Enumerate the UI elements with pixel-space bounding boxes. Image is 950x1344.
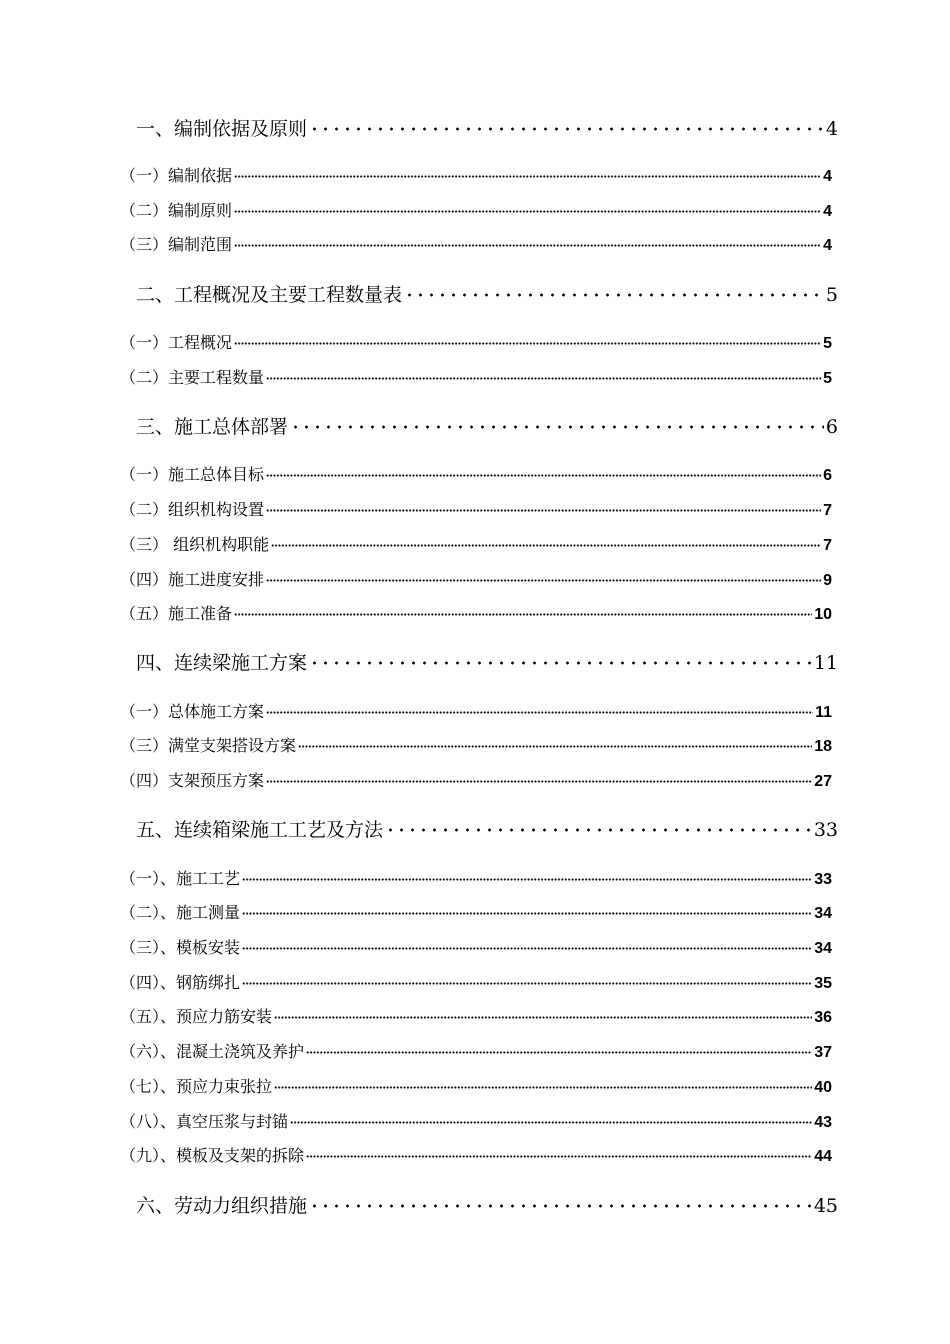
toc-page-number: 11 xyxy=(815,704,832,721)
toc-entry-title: （八）、真空压浆与封锚 xyxy=(120,1112,289,1131)
toc-dot-leader xyxy=(266,367,821,383)
toc-entry-title: （四）、钢筋绑扎 xyxy=(120,973,241,992)
toc-entry[interactable] xyxy=(120,1074,832,1096)
toc-entry[interactable] xyxy=(120,935,832,957)
toc-page-number: 6 xyxy=(823,467,832,484)
toc-entry-title: 四、连续梁施工方案 xyxy=(136,652,308,674)
toc-page-number: 34 xyxy=(814,905,832,922)
toc-page-number: 27 xyxy=(814,773,832,790)
toc-page-number: 5 xyxy=(823,370,832,387)
toc-dot-leader xyxy=(290,1111,812,1127)
toc-heading[interactable] xyxy=(136,280,838,306)
toc-entry[interactable] xyxy=(120,497,832,519)
toc-dot-leader xyxy=(266,464,821,480)
toc-entry-title: （四）施工进度安排 xyxy=(120,570,265,589)
toc-entry-title: （九）、模板及支架的拆除 xyxy=(120,1146,305,1165)
toc-dot-leader xyxy=(404,281,824,301)
toc-entry-title: （三）满堂支架搭设方案 xyxy=(120,736,297,755)
toc-page-number: 5 xyxy=(823,335,832,352)
toc-page-number: 10 xyxy=(814,606,832,623)
toc-page-number: 18 xyxy=(814,738,832,755)
toc-entry[interactable] xyxy=(120,1109,832,1131)
toc-dot-leader xyxy=(274,1006,812,1022)
toc-page-number: 4 xyxy=(825,118,838,140)
toc-page-number: 33 xyxy=(813,819,838,841)
toc-entry-title: （三） 组织机构职能 xyxy=(120,535,270,554)
toc-page-number: 44 xyxy=(814,1148,832,1165)
toc-dot-leader xyxy=(234,165,821,181)
toc-dot-leader xyxy=(242,902,812,918)
toc-entry[interactable] xyxy=(120,1143,832,1165)
toc-heading[interactable] xyxy=(136,412,838,438)
toc-entry[interactable] xyxy=(120,330,832,352)
toc-page-number: 4 xyxy=(823,237,832,254)
toc-dot-leader xyxy=(274,1076,812,1092)
toc-entry[interactable] xyxy=(120,699,832,721)
toc-entry[interactable] xyxy=(120,198,832,220)
toc-dot-leader xyxy=(290,413,824,433)
toc-dot-leader xyxy=(309,1192,812,1212)
toc-entry[interactable] xyxy=(120,1039,832,1061)
toc-dot-leader xyxy=(298,735,812,751)
toc-dot-leader xyxy=(309,115,824,135)
toc-entry[interactable] xyxy=(120,970,832,992)
toc-dot-leader xyxy=(266,499,821,515)
toc-entry[interactable] xyxy=(120,462,832,484)
toc-entry[interactable] xyxy=(120,232,832,254)
toc-heading[interactable] xyxy=(136,815,838,841)
toc-page-number: 43 xyxy=(814,1114,832,1131)
toc-dot-leader xyxy=(385,816,812,836)
toc-heading[interactable] xyxy=(136,648,838,674)
toc-entry-title: （一）施工总体目标 xyxy=(120,465,265,484)
toc-page-number: 4 xyxy=(823,203,832,220)
toc-dot-leader xyxy=(234,332,821,348)
toc-dot-leader xyxy=(234,234,821,250)
toc-page-number: 40 xyxy=(814,1079,832,1096)
toc-entry-title: （五）、预应力筋安装 xyxy=(120,1007,273,1026)
toc-entry-title: 三、施工总体部署 xyxy=(136,416,289,438)
toc-page-number: 5 xyxy=(825,284,838,306)
toc-entry[interactable] xyxy=(120,532,832,554)
toc-entry-title: 五、连续箱梁施工工艺及方法 xyxy=(136,819,384,841)
toc-entry-title: （一）编制依据 xyxy=(120,166,233,185)
toc-page-number: 37 xyxy=(814,1044,832,1061)
toc-entry-title: （三）编制范围 xyxy=(120,235,233,254)
toc-page-number: 33 xyxy=(814,871,832,888)
toc-page-number: 7 xyxy=(823,502,832,519)
toc-dot-leader xyxy=(306,1041,812,1057)
toc-dot-leader xyxy=(266,569,821,585)
toc-entry-title: （五）施工准备 xyxy=(120,604,233,623)
toc-entry[interactable] xyxy=(120,866,832,888)
toc-page-number: 9 xyxy=(823,572,832,589)
toc-dot-leader xyxy=(242,868,812,884)
toc-dot-leader xyxy=(234,603,812,619)
toc-entry[interactable] xyxy=(120,567,832,589)
toc-dot-leader xyxy=(242,937,812,953)
toc-entry[interactable] xyxy=(120,733,832,755)
toc-entry-title: （二）编制原则 xyxy=(120,201,233,220)
toc-heading[interactable] xyxy=(136,114,838,140)
toc-page-number: 34 xyxy=(814,940,832,957)
toc-entry-title: （七）、预应力束张拉 xyxy=(120,1077,273,1096)
toc-entry[interactable] xyxy=(120,768,832,790)
toc-dot-leader xyxy=(234,200,821,216)
toc-entry[interactable] xyxy=(120,601,832,623)
toc-page-number: 4 xyxy=(823,168,832,185)
toc-entry-title: 一、编制依据及原则 xyxy=(136,118,308,140)
toc-page-number: 7 xyxy=(823,537,832,554)
toc-dot-leader xyxy=(306,1145,812,1161)
toc-page-number: 36 xyxy=(814,1009,832,1026)
toc-dot-leader xyxy=(266,770,812,786)
toc-page-number: 6 xyxy=(825,416,838,438)
toc-entry[interactable] xyxy=(120,365,832,387)
toc-page-number: 35 xyxy=(814,975,832,992)
toc-page-number: 45 xyxy=(813,1195,838,1217)
toc-entry-title: 二、工程概况及主要工程数量表 xyxy=(136,284,403,306)
toc-dot-leader xyxy=(266,701,813,717)
toc-entry[interactable] xyxy=(120,1004,832,1026)
toc-entry-title: 六、劳动力组织措施 xyxy=(136,1195,308,1217)
toc-entry-title: （六）、混凝土浇筑及养护 xyxy=(120,1042,305,1061)
toc-entry-title: （二）组织机构设置 xyxy=(120,500,265,519)
toc-dot-leader xyxy=(271,534,821,550)
toc-entry-title: （二）、施工测量 xyxy=(120,903,241,922)
toc-dot-leader xyxy=(309,649,812,669)
toc-heading[interactable] xyxy=(136,1191,838,1217)
toc-dot-leader xyxy=(242,972,812,988)
toc-entry-title: （一）、施工工艺 xyxy=(120,869,241,888)
toc-entry-title: （三）、模板安装 xyxy=(120,938,241,957)
toc-entry-title: （四）支架预压方案 xyxy=(120,771,265,790)
toc-entry[interactable] xyxy=(120,900,832,922)
toc-entry[interactable] xyxy=(120,163,832,185)
toc-entry-title: （二）主要工程数量 xyxy=(120,368,265,387)
toc-page-number: 11 xyxy=(813,652,838,674)
toc-entry-title: （一）总体施工方案 xyxy=(120,702,265,721)
toc-entry-title: （一）工程概况 xyxy=(120,333,233,352)
